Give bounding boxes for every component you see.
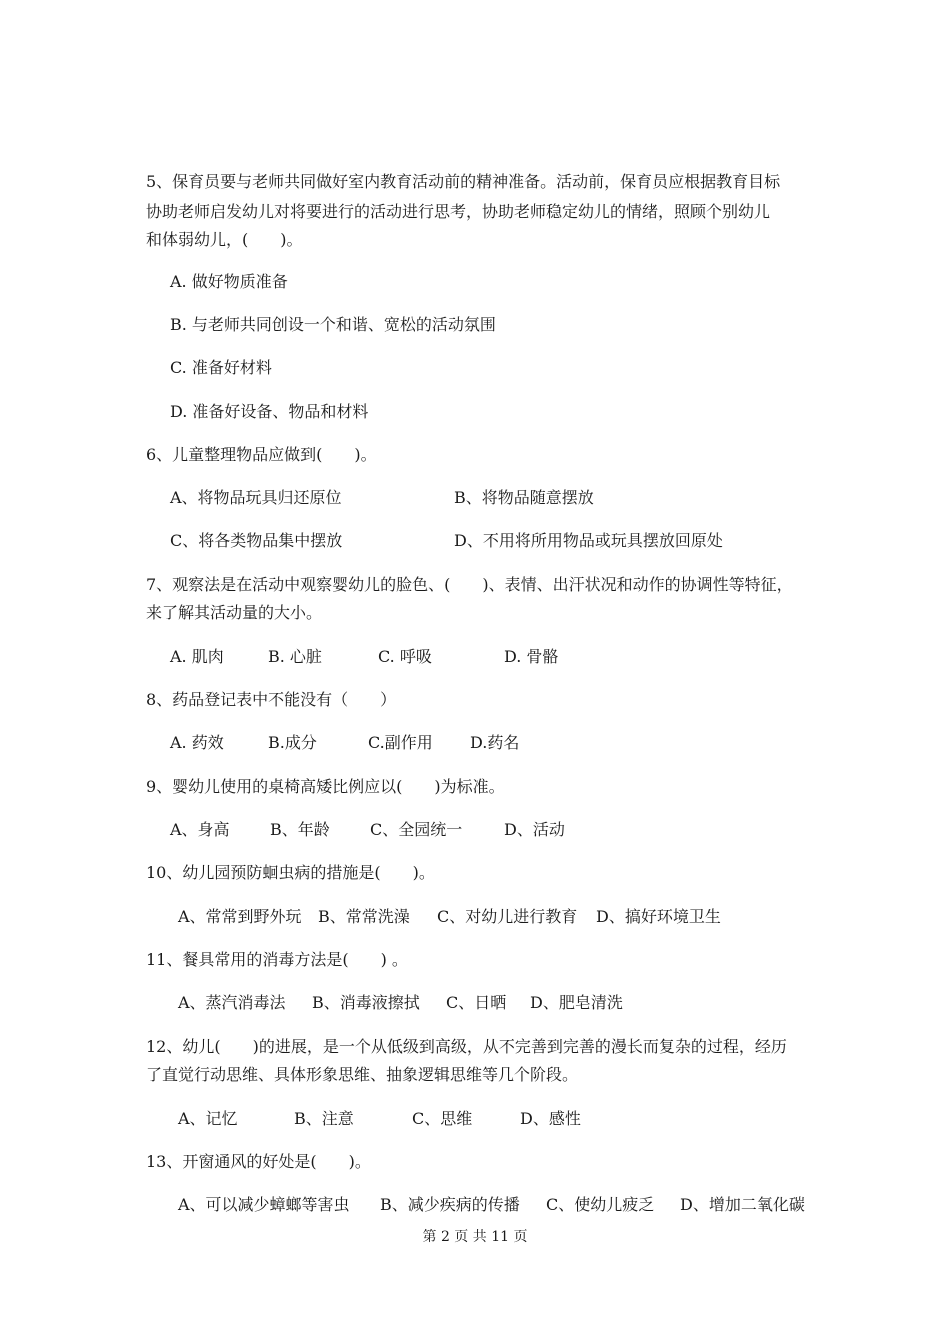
q6-option-c: C、将各类物品集中摆放: [170, 531, 343, 550]
q11-option-b: B、消毒液擦拭: [312, 993, 420, 1012]
q13-option-b: B、减少疾病的传播: [380, 1195, 520, 1214]
q5-option-b: B. 与老师共同创设一个和谐、宽松的活动氛围: [170, 315, 496, 334]
q6-stem: 6、儿童整理物品应做到( )。: [146, 445, 377, 464]
q12-stem-line-1: 12、幼儿( )的进展，是一个从低级到高级，从不完善到完善的漫长而复杂的过程，经历: [146, 1037, 787, 1056]
q7-option-c: C. 呼吸: [378, 647, 432, 666]
q8-option-c: C.副作用: [368, 733, 433, 752]
q11-option-a: A、蒸汽消毒法: [178, 993, 286, 1012]
q9-stem: 9、婴幼儿使用的桌椅高矮比例应以( )为标准。: [146, 777, 505, 796]
q12-option-b: B、注意: [294, 1109, 354, 1128]
q6-option-d: D、不用将所用物品或玩具摆放回原处: [454, 531, 723, 550]
q10-option-d: D、搞好环境卫生: [596, 907, 721, 926]
q13-stem: 13、开窗通风的好处是( )。: [146, 1152, 371, 1171]
q5-option-d: D. 准备好设备、物品和材料: [170, 402, 369, 421]
q8-stem: 8、药品登记表中不能没有（ ）: [146, 690, 397, 709]
q5-stem-line-2: 协助老师启发幼儿对将要进行的活动进行思考，协助老师稳定幼儿的情绪，照顾个别幼儿: [146, 202, 771, 221]
q12-stem-line-2: 了直觉行动思维、具体形象思维、抽象逻辑思维等几个阶段。: [146, 1065, 579, 1084]
q11-option-c: C、日晒: [446, 993, 507, 1012]
q8-option-b: B.成分: [268, 733, 317, 752]
q7-stem-line-1: 7、观察法是在活动中观察婴幼儿的脸色、( )、表情、出汗状况和动作的协调性等特征，: [146, 575, 793, 594]
q6-option-b: B、将物品随意摆放: [454, 488, 594, 507]
q10-option-c: C、对幼儿进行教育: [437, 907, 578, 926]
q13-option-a: A、可以减少蟑螂等害虫: [178, 1195, 350, 1214]
q5-option-a: A. 做好物质准备: [170, 272, 288, 291]
q11-option-d: D、肥皂清洗: [530, 993, 623, 1012]
q7-stem-line-2: 来了解其活动量的大小。: [146, 603, 323, 622]
q7-option-b: B. 心脏: [268, 647, 322, 666]
q13-option-c: C、使幼儿疲乏: [546, 1195, 655, 1214]
q9-option-d: D、活动: [504, 820, 565, 839]
q5-stem-line-3: 和体弱幼儿，( )。: [146, 230, 303, 249]
page-number-footer: 第 2 页 共 11 页: [422, 1229, 528, 1245]
q8-option-a: A. 药效: [170, 733, 224, 752]
q12-option-d: D、感性: [520, 1109, 581, 1128]
q9-option-c: C、全园统一: [370, 820, 463, 839]
q13-option-d: D、增加二氧化碳: [680, 1195, 805, 1214]
q9-option-b: B、年龄: [270, 820, 330, 839]
q7-option-a: A. 肌肉: [170, 647, 224, 666]
q10-option-b: B、常常洗澡: [318, 907, 410, 926]
q9-option-a: A、身高: [170, 820, 230, 839]
q12-option-a: A、记忆: [178, 1109, 238, 1128]
q7-option-d: D. 骨骼: [504, 647, 559, 666]
q10-stem: 10、幼儿园预防蛔虫病的措施是( )。: [146, 863, 435, 882]
q5-option-c: C. 准备好材料: [170, 358, 272, 377]
q8-option-d: D.药名: [470, 733, 520, 752]
q11-stem: 11、餐具常用的消毒方法是( ) 。: [146, 950, 408, 969]
q10-option-a: A、常常到野外玩: [178, 907, 302, 926]
q5-stem-line-1: 5、保育员要与老师共同做好室内教育活动前的精神准备。活动前，保育员应根据教育目标: [146, 172, 781, 191]
q6-option-a: A、将物品玩具归还原位: [170, 488, 342, 507]
q12-option-c: C、思维: [412, 1109, 473, 1128]
